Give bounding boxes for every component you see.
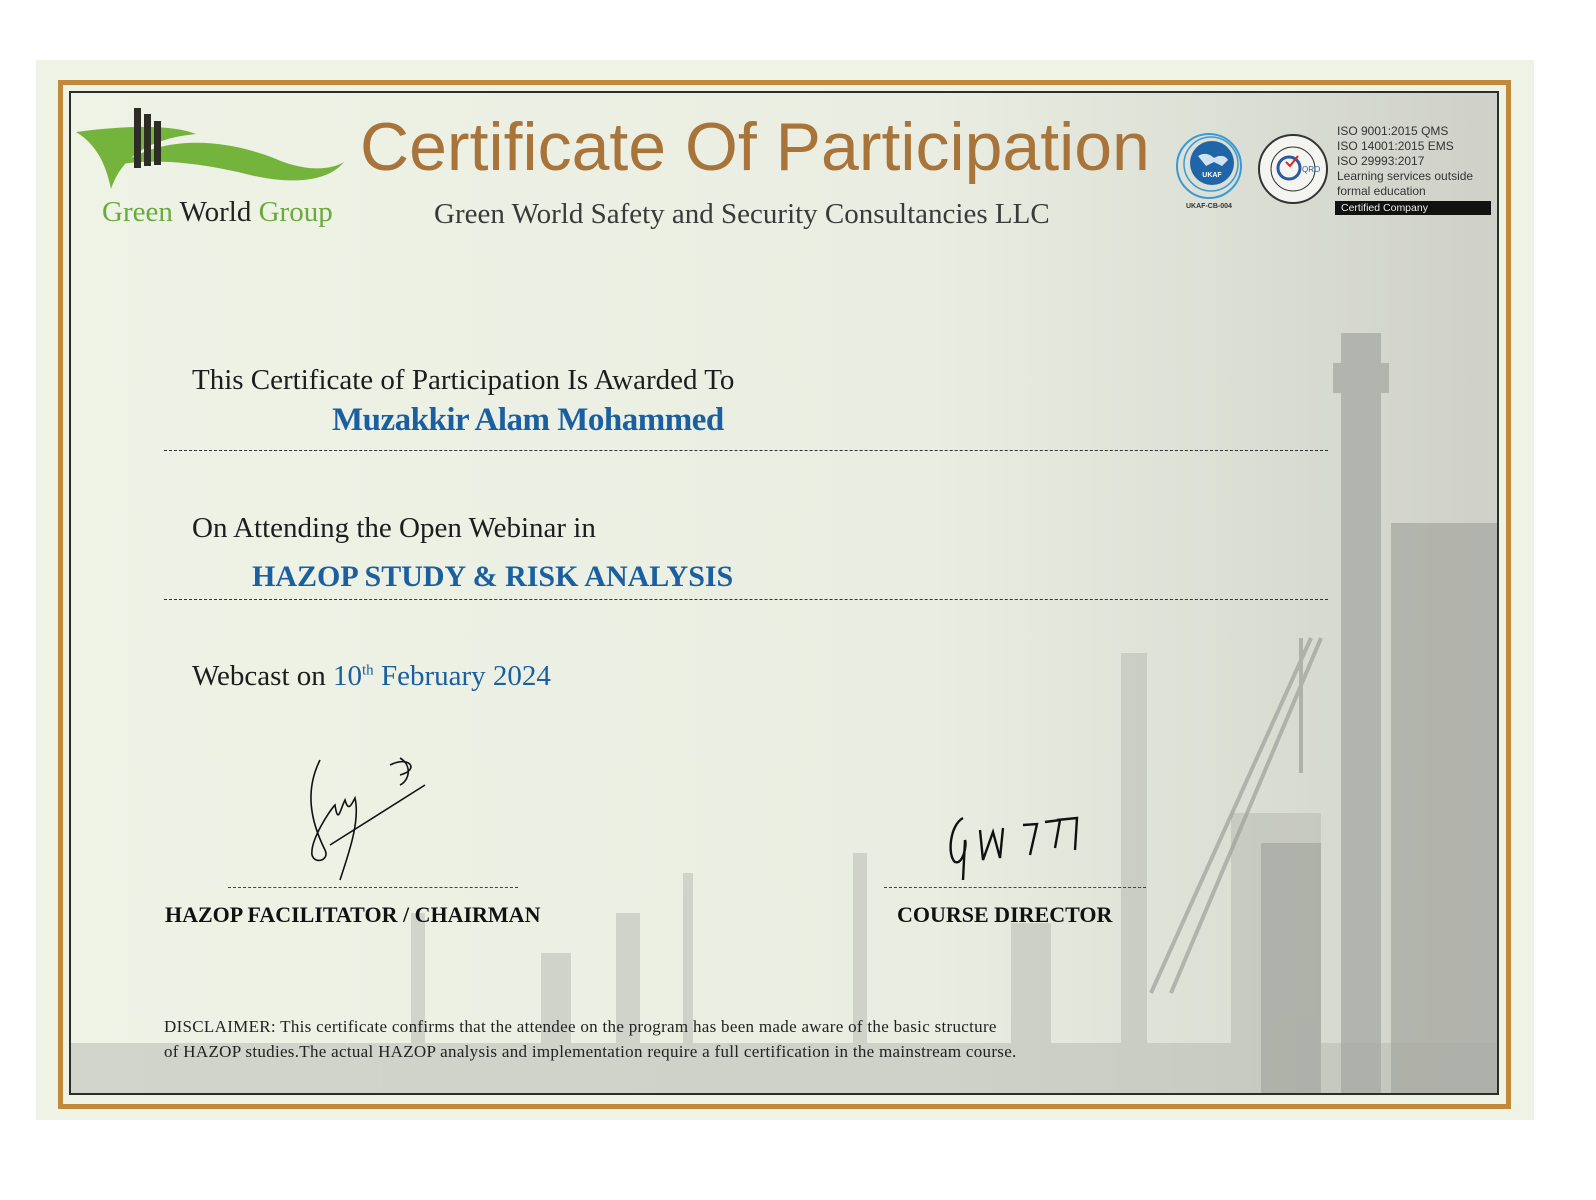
ukaf-badge-text: UKAF — [1202, 172, 1222, 179]
qro-badge-text: QRO — [1302, 165, 1321, 174]
ukaf-badge-icon — [1174, 132, 1244, 204]
date-day-number: 10 — [333, 660, 363, 692]
signature-line — [884, 887, 1146, 888]
company-name: Green World Safety and Security Consultancies LLC — [434, 198, 1050, 230]
date-day — [333, 660, 551, 692]
recipient-name: Muzakkir Alam Mohammed — [332, 402, 724, 438]
webcast-label: Webcast on — [192, 660, 326, 692]
course-director-role-label: COURSE DIRECTOR — [897, 902, 1113, 927]
logo-word-green: Green — [102, 196, 173, 228]
divider-line — [164, 599, 1328, 600]
iso-line: ISO 14001:2015 EMS — [1337, 139, 1454, 153]
certificate-title: Certificate Of Participation — [360, 109, 1150, 185]
iso-line: ISO 29993:2017 — [1337, 154, 1425, 168]
attending-label: On Attending the Open Webinar in — [192, 512, 596, 544]
signature-line — [228, 887, 518, 888]
disclaimer — [164, 1014, 1017, 1064]
green-world-group-logo-icon — [76, 104, 348, 196]
date-suffix: th — [362, 662, 374, 679]
logo-word-group: Group — [258, 196, 333, 228]
certified-company-label: Certified Company — [1335, 201, 1491, 215]
facilitator-signature-image — [300, 750, 430, 885]
disclaimer-line: of HAZOP studies.The actual HAZOP analysis and implementation require a full certification in the mainstream course. — [164, 1042, 1017, 1061]
logo-text — [102, 196, 333, 229]
iso-line: formal education — [1337, 184, 1426, 198]
divider-line — [164, 450, 1328, 451]
iso-line: ISO 9001:2015 QMS — [1337, 124, 1449, 138]
iso-line: Learning services outside — [1337, 169, 1474, 183]
awarded-to-label: This Certificate of Participation Is Awarded To — [192, 364, 735, 396]
disclaimer-line: DISCLAIMER: This certificate confirms that the attendee on the program has been made aware of the basic structure — [164, 1017, 997, 1036]
course-name: HAZOP STUDY & RISK ANALYSIS — [252, 560, 734, 593]
date-month-year: February 2024 — [380, 660, 551, 692]
facilitator-role-label: HAZOP FACILITATOR / CHAIRMAN — [165, 902, 541, 927]
iso-standards-list — [1337, 124, 1473, 199]
course-director-signature-image — [945, 810, 1085, 885]
ukaf-code: UKAF-CB-004 — [1186, 203, 1232, 210]
logo-word-world: World — [179, 196, 252, 228]
qro-certification-seal-icon — [1256, 132, 1330, 206]
webcast-date — [192, 660, 551, 693]
